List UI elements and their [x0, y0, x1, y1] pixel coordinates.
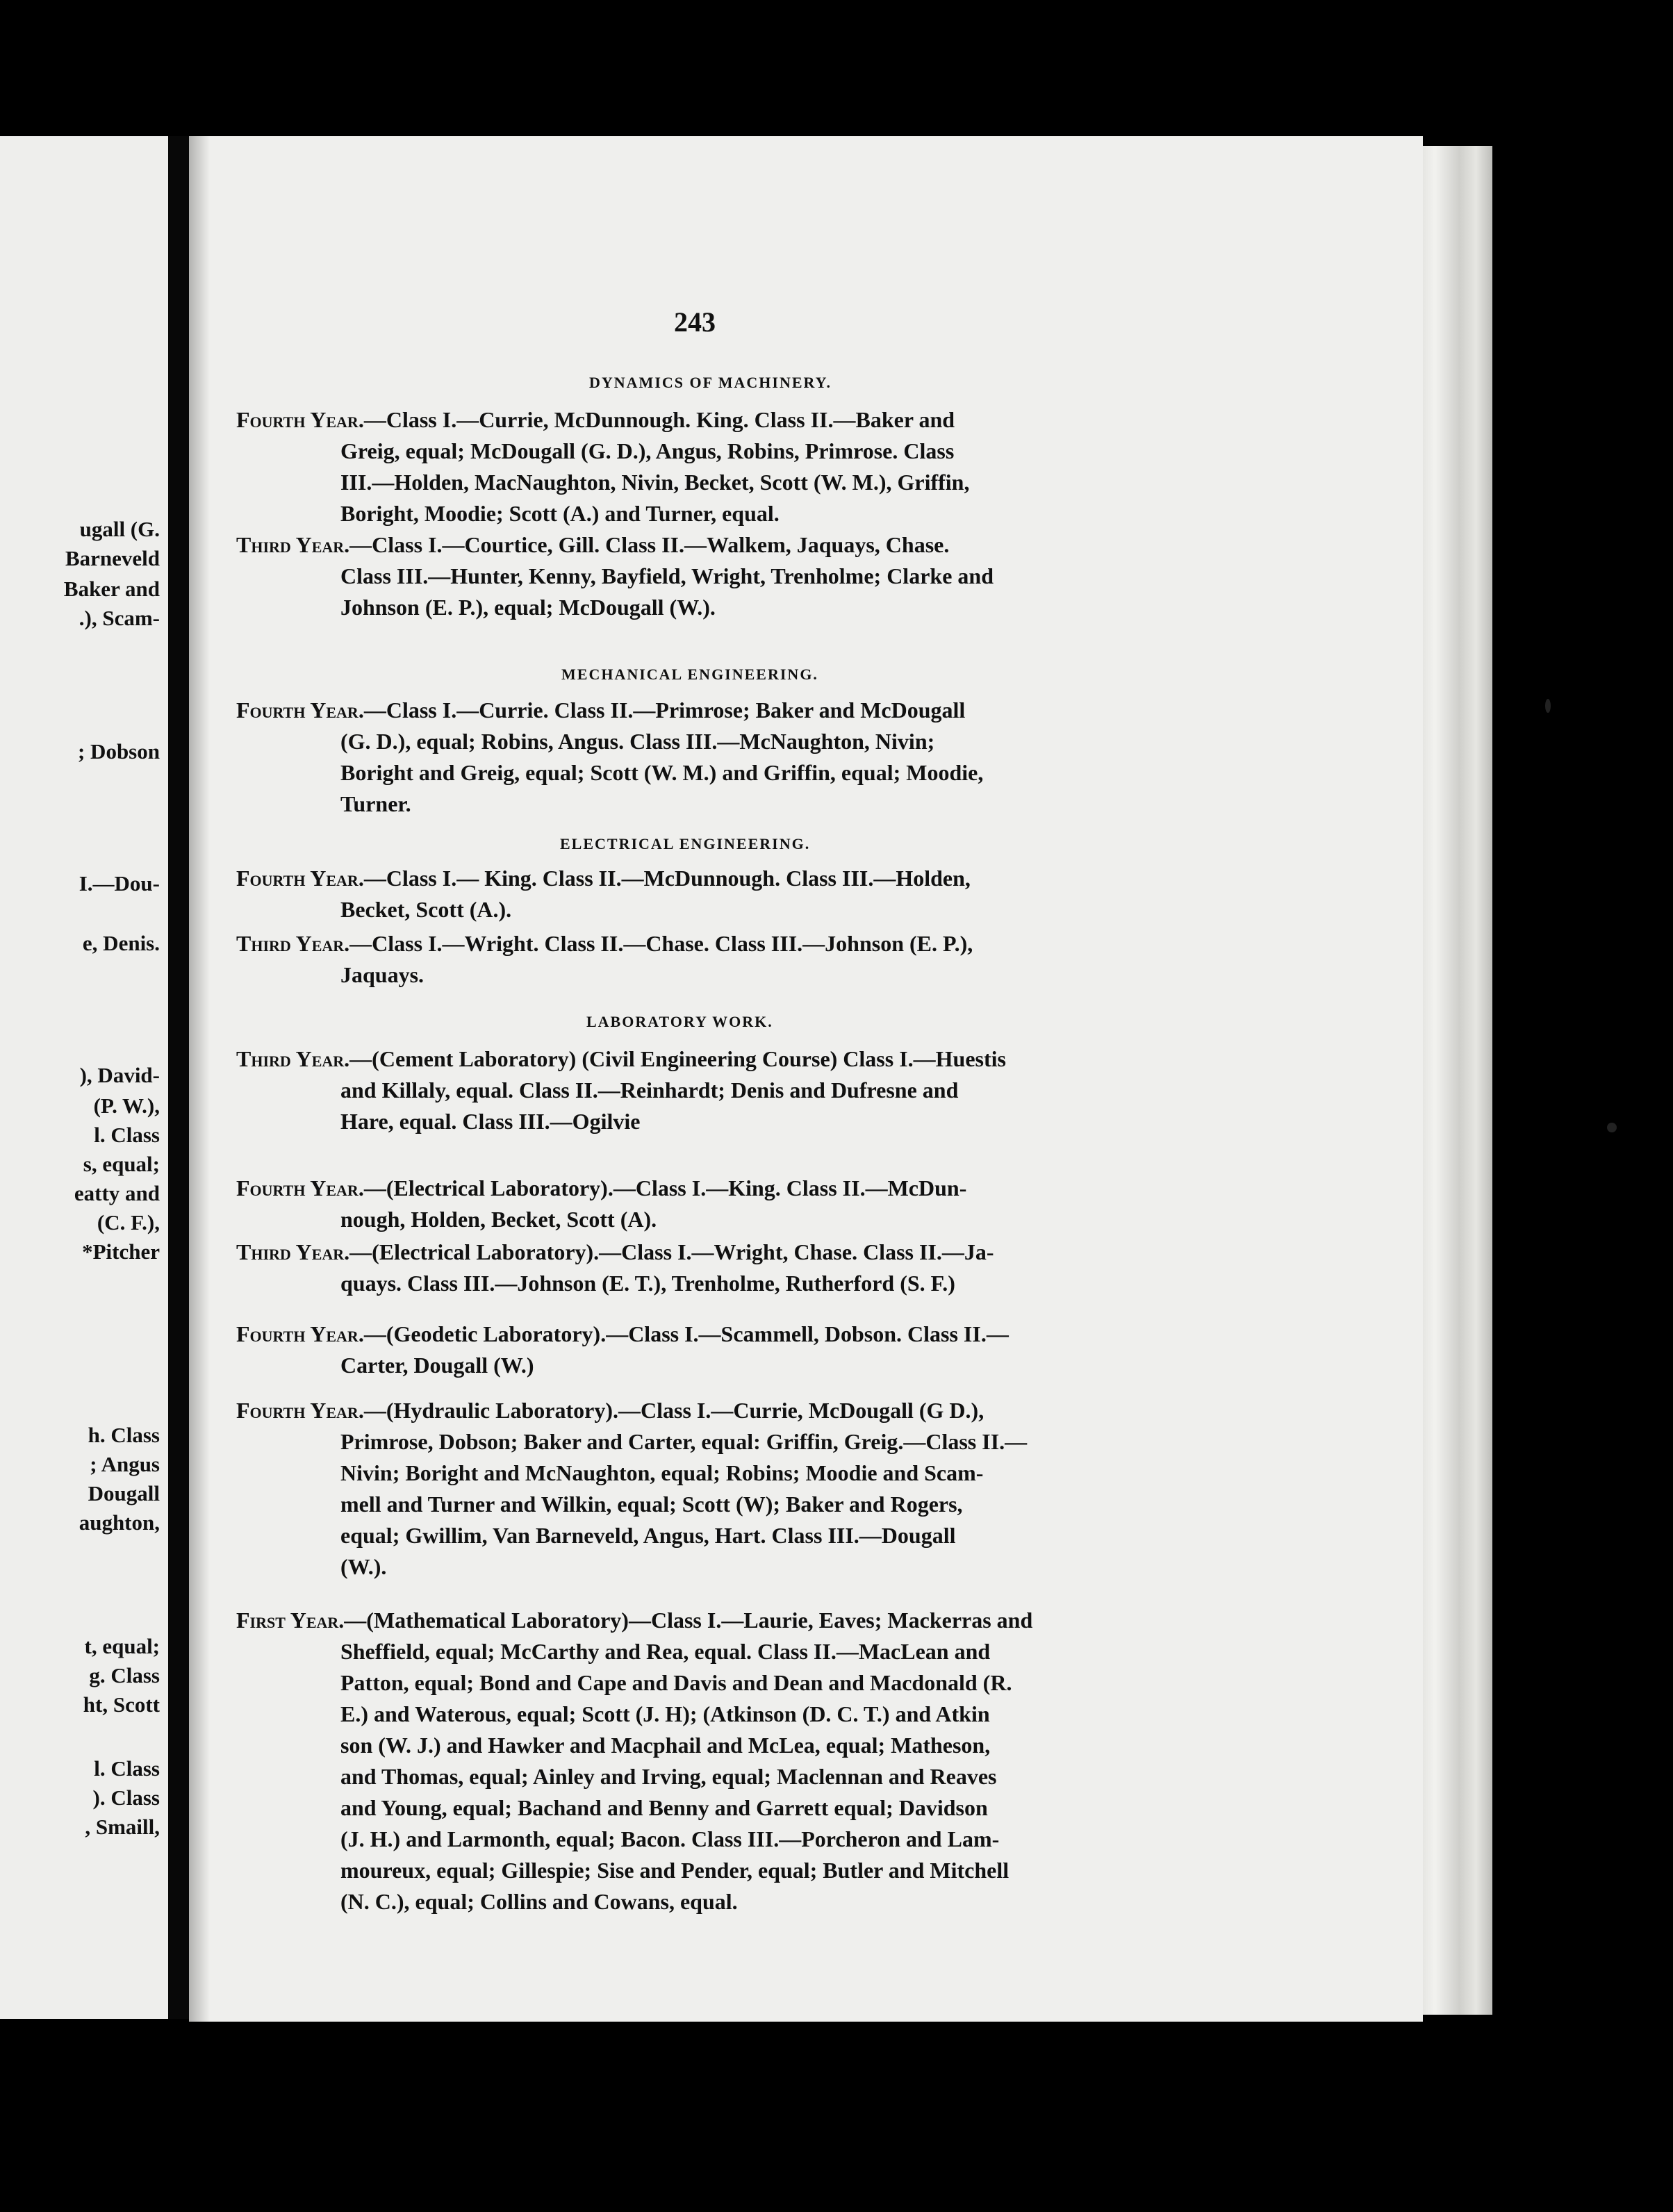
entry-lab-cement: [236, 1043, 1139, 1137]
left-line: ), David-: [79, 1063, 160, 1087]
left-line: (C. F.),: [97, 1210, 160, 1235]
entry-lab-hydraulic: [236, 1395, 1139, 1583]
entry-text: —(Cement Laboratory) (Civil Engineering Course) Class I.—Huestis: [349, 1046, 1006, 1071]
entry-text: quays. Class III.—Johnson (E. T.), Trenholme, Rutherford (S. F.): [340, 1271, 955, 1296]
left-line: g. Class: [89, 1663, 160, 1687]
year-label: Fourth Year.: [236, 1398, 364, 1423]
entry-text: and Young, equal; Bachand and Benny and Garrett equal; Davidson: [340, 1795, 988, 1820]
entry-text: Sheffield, equal; McCarthy and Rea, equal. Class II.—MacLean and: [340, 1639, 991, 1664]
year-label: Fourth Year.: [236, 407, 364, 432]
year-label: Fourth Year.: [236, 698, 364, 723]
page-number: 243: [674, 306, 716, 338]
left-line: t, equal;: [84, 1634, 160, 1658]
entry-text: and Killaly, equal. Class II.—Reinhardt; Denis and Dufresne and: [340, 1078, 959, 1103]
entry-text: Greig, equal; McDougall (G. D.), Angus, Robins, Primrose. Class: [340, 438, 955, 463]
entry-text: Carter, Dougall (W.): [340, 1353, 534, 1378]
entry-text: mell and Turner and Wilkin, equal; Scott (W); Baker and Rogers,: [340, 1492, 963, 1517]
entry-text: Hare, equal. Class III.—Ogilvie: [340, 1109, 641, 1134]
year-label: Fourth Year.: [236, 1321, 364, 1346]
entry-text: equal; Gwillim, Van Barneveld, Angus, Hart. Class III.—Dougall: [340, 1523, 956, 1548]
entry-text: —(Electrical Laboratory).—Class I.—Wright, Chase. Class II.—Ja-: [349, 1239, 994, 1264]
left-line: eatty and: [74, 1181, 160, 1205]
section-heading-dynamics: DYNAMICS OF MACHINERY.: [589, 374, 832, 391]
left-line: l. Class: [94, 1123, 160, 1147]
entry-lab-electrical-fourth: [236, 1173, 1139, 1235]
entry-text: and Thomas, equal; Ainley and Irving, equal; Maclennan and Reaves: [340, 1764, 997, 1789]
section-heading-mechanical: MECHANICAL ENGINEERING.: [561, 666, 818, 683]
book-gutter: [168, 136, 189, 2019]
entry-text: E.) and Waterous, equal; Scott (J. H); (Atkinson (D. C. T.) and Atkin: [340, 1701, 990, 1726]
entry-text: —Class I.—Courtice, Gill. Class II.—Walkem, Jaquays, Chase.: [349, 532, 950, 557]
left-line: (P. W.),: [93, 1093, 160, 1118]
entry-text: Becket, Scott (A.).: [340, 897, 512, 922]
year-label: Third Year.: [236, 532, 350, 557]
entry-electrical-fourth-year: [236, 863, 1139, 925]
entry-text: III.—Holden, MacNaughton, Nivin, Becket, Scott (W. M.), Griffin,: [340, 470, 970, 495]
entry-text: Johnson (E. P.), equal; McDougall (W.).: [340, 595, 716, 620]
entry-text: —(Geodetic Laboratory).—Class I.—Scammell, Dobson. Class II.—: [363, 1321, 1009, 1346]
year-label: Third Year.: [236, 1046, 350, 1071]
scan-speck: [1545, 699, 1551, 713]
left-line: Dougall: [88, 1481, 160, 1505]
entry-mechanical-fourth-year: [236, 695, 1139, 820]
left-line: I.—Dou-: [79, 871, 160, 895]
entry-dynamics-fourth-year: [236, 404, 1139, 529]
left-line: *Pitcher: [82, 1239, 160, 1264]
entry-text: Jaquays.: [340, 962, 425, 987]
left-line: , Smaill,: [85, 1815, 160, 1839]
left-line: aughton,: [79, 1510, 160, 1535]
entry-text: moureux, equal; Gillespie; Sise and Pender, equal; Butler and Mitchell: [340, 1858, 1009, 1883]
entry-lab-geodetic: [236, 1319, 1139, 1381]
left-line: l. Class: [94, 1756, 160, 1781]
entry-text: (J. H.) and Larmonth, equal; Bacon. Class III.—Porcheron and Lam-: [340, 1826, 1000, 1851]
section-heading-electrical: ELECTRICAL ENGINEERING.: [560, 835, 811, 852]
entry-text: (W.).: [340, 1554, 387, 1579]
left-line: ). Class: [92, 1785, 160, 1810]
left-line: h. Class: [88, 1423, 160, 1447]
entry-text: Primrose, Dobson; Baker and Carter, equal: Griffin, Greig.—Class II.—: [340, 1429, 1028, 1454]
entry-text: Boright and Greig, equal; Scott (W. M.) and Griffin, equal; Moodie,: [340, 760, 984, 785]
left-line: ht, Scott: [83, 1692, 160, 1717]
entry-text: Turner.: [340, 791, 411, 816]
left-line: ; Dobson: [77, 739, 160, 764]
entry-text: —(Electrical Laboratory).—Class I.—King. Class II.—McDun-: [363, 1175, 967, 1200]
left-line: ugall (G.: [79, 517, 160, 541]
gutter-shadow: [189, 136, 210, 2022]
entry-text: son (W. J.) and Hawker and Macphail and McLea, equal; Matheson,: [340, 1733, 991, 1758]
entry-text: —Class I.— King. Class II.—McDunnough. Class III.—Holden,: [363, 866, 971, 891]
entry-text: —Class I.—Wright. Class II.—Chase. Class III.—Johnson (E. P.),: [349, 931, 973, 956]
entry-text: Boright, Moodie; Scott (A.) and Turner, equal.: [340, 501, 780, 526]
entry-text: (N. C.), equal; Collins and Cowans, equal.: [340, 1889, 738, 1914]
entry-text: (G. D.), equal; Robins, Angus. Class III.—McNaughton, Nivin;: [340, 729, 935, 754]
left-line: e, Denis.: [82, 931, 160, 955]
left-line: Baker and: [63, 577, 160, 601]
left-line: ; Angus: [90, 1452, 160, 1476]
entry-lab-electrical-third: [236, 1237, 1139, 1299]
left-line: s, equal;: [83, 1152, 160, 1176]
entry-text: Class III.—Hunter, Kenny, Bayfield, Wright, Trenholme; Clarke and: [340, 563, 994, 588]
year-label: Fourth Year.: [236, 1175, 364, 1200]
entry-lab-mathematical: [236, 1605, 1139, 1917]
section-heading-laboratory: LABORATORY WORK.: [586, 1013, 773, 1030]
scan-speck: [1607, 1123, 1617, 1132]
entry-text: —Class I.—Currie, McDunnough. King. Class II.—Baker and: [363, 407, 955, 432]
year-label: Fourth Year.: [236, 866, 364, 891]
left-line: Barneveld: [65, 546, 160, 570]
entry-text: Patton, equal; Bond and Cape and Davis and Dean and Macdonald (R.: [340, 1670, 1012, 1695]
entry-text: —(Hydraulic Laboratory).—Class I.—Currie, McDougall (G D.),: [363, 1398, 984, 1423]
year-label: Third Year.: [236, 1239, 350, 1264]
entry-dynamics-third-year: [236, 529, 1139, 623]
entry-electrical-third-year: [236, 928, 1139, 991]
previous-page-fragment: [0, 136, 168, 2019]
entry-text: —(Mathematical Laboratory)—Class I.—Laurie, Eaves; Mackerras and: [344, 1608, 1033, 1633]
entry-text: —Class I.—Currie. Class II.—Primrose; Baker and McDougall: [363, 698, 966, 723]
entry-text: Nivin; Boright and McNaughton, equal; Robins; Moodie and Scam-: [340, 1460, 984, 1485]
year-label: First Year.: [236, 1608, 345, 1633]
year-label: Third Year.: [236, 931, 350, 956]
entry-text: nough, Holden, Becket, Scott (A).: [340, 1207, 657, 1232]
left-line: .), Scam-: [79, 606, 160, 630]
